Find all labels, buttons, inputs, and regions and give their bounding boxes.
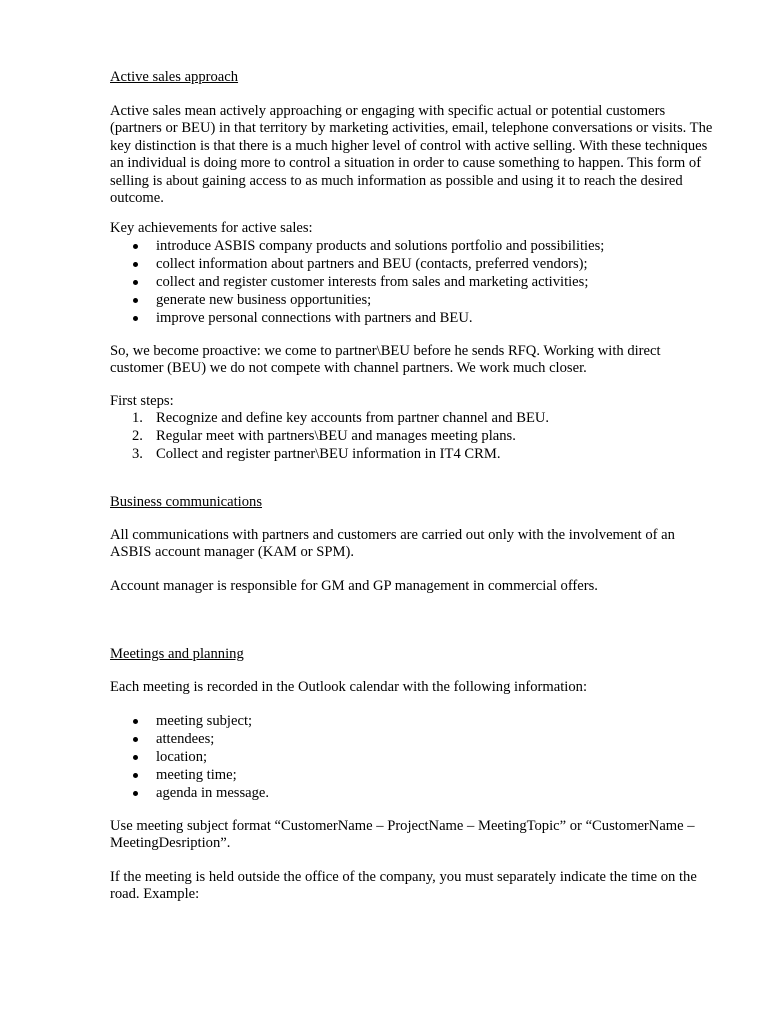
heading-meetings-planning: Meetings and planning	[110, 646, 244, 662]
meeting-info-list	[110, 713, 716, 803]
list-item-text: Collect and register partner\BEU information in IT4 CRM.	[156, 446, 501, 462]
first-steps-intro: First steps:	[110, 393, 174, 409]
list-item-text: agenda in message.	[156, 785, 270, 801]
achievements-list	[110, 238, 716, 328]
paragraph-outside-office: If the meeting is held outside the office of the company, you must separately indicate the time on the road. Example:	[110, 869, 697, 903]
list-item-text: meeting time;	[156, 767, 237, 783]
list-item-text: meeting subject;	[156, 713, 253, 729]
first-steps-list	[110, 410, 716, 464]
list-item	[110, 446, 716, 464]
paragraph-active-sales: Active sales mean actively approaching or engaging with specific actual or potential customers (partners or BEU) in that territory by marketing activities, email, telephone conversations or visits. The key distinction is that there is a much higher level of control with active selling. With these techniques an individual is doing more to control a situation in order to cause something to happen. This form of selling is about gaining access to as much information as possible and using it to reach the desired outcome.	[110, 103, 713, 207]
paragraph-proactive: So, we become proactive: we come to partner\BEU before he sends RFQ. Working with direct customer (BEU) we do not compete with channel partners. We work much closer.	[110, 343, 661, 377]
list-item	[110, 310, 716, 328]
list-item-text: Recognize and define key accounts from partner channel and BEU.	[156, 410, 550, 426]
list-item-number: 2.	[132, 428, 143, 444]
list-item	[110, 238, 716, 256]
list-item	[110, 256, 716, 274]
list-item-text: improve personal connections with partners and BEU.	[156, 310, 473, 326]
heading-business-communications: Business communications	[110, 494, 263, 510]
list-item	[110, 274, 716, 292]
list-item	[110, 767, 716, 785]
list-item-text: collect information about partners and BEU (contacts, preferred vendors);	[156, 256, 588, 272]
achievements-intro: Key achievements for active sales:	[110, 220, 313, 236]
list-item-text: attendees;	[156, 731, 215, 747]
list-item-text: collect and register customer interests from sales and marketing activities;	[156, 274, 589, 290]
list-item-text: generate new business opportunities;	[156, 292, 372, 308]
meetings-intro: Each meeting is recorded in the Outlook calendar with the following information:	[110, 679, 587, 695]
heading-active-sales: Active sales approach	[110, 69, 239, 85]
list-item	[110, 410, 716, 428]
list-item-number: 3.	[132, 446, 143, 462]
paragraph-communications: All communications with partners and customers are carried out only with the involvement of an ASBIS account manager (KAM or SPM).	[110, 527, 675, 561]
list-item-text: introduce ASBIS company products and solutions portfolio and possibilities;	[156, 238, 605, 254]
paragraph-account-manager: Account manager is responsible for GM and GP management in commercial offers.	[110, 578, 598, 594]
list-item	[110, 731, 716, 749]
list-item	[110, 713, 716, 731]
paragraph-subject-format: Use meeting subject format “CustomerName – ProjectName – MeetingTopic” or “CustomerName – MeetingDesription”.	[110, 818, 695, 852]
list-item	[110, 785, 716, 803]
list-item-text: Regular meet with partners\BEU and manages meeting plans.	[156, 428, 516, 444]
list-item	[110, 292, 716, 310]
list-item-text: location;	[156, 749, 208, 765]
list-item	[110, 749, 716, 767]
list-item-number: 1.	[132, 410, 143, 426]
list-item	[110, 428, 716, 446]
